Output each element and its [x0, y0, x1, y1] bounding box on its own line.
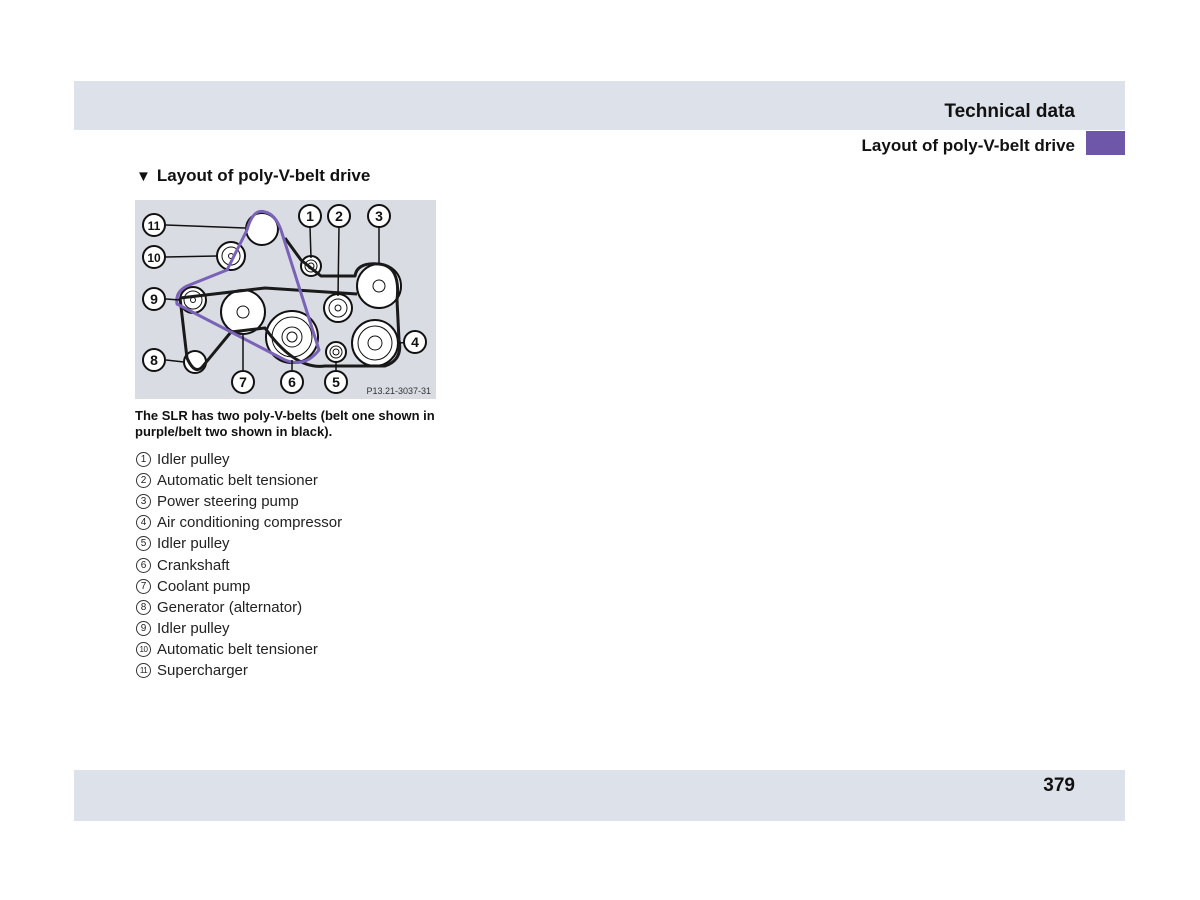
legend-label: Automatic belt tensioner [157, 640, 318, 658]
diagram-reference-code: P13.21-3037-31 [366, 386, 431, 396]
legend-number: 1 [136, 452, 151, 467]
callout-4: 4 [411, 334, 419, 350]
legend-number: 5 [136, 536, 151, 551]
legend-item [136, 470, 342, 491]
page-number: 379 [1043, 775, 1075, 796]
legend-number: 3 [136, 494, 151, 509]
callout-6: 6 [288, 374, 296, 390]
diagram-caption: The SLR has two poly-V-belts (belt one shown in purple/belt two shown in black). [135, 408, 435, 439]
parts-legend [136, 449, 342, 681]
footer-band [74, 770, 1125, 821]
callout-10: 10 [147, 251, 161, 265]
page-subtitle: Layout of poly-V-belt drive [861, 136, 1075, 155]
legend-item [136, 660, 342, 681]
belt-drive-diagram [135, 200, 436, 399]
legend-number: 2 [136, 473, 151, 488]
legend-number: 7 [136, 579, 151, 594]
legend-label: Idler pulley [157, 451, 230, 469]
legend-label: Coolant pump [157, 577, 251, 595]
callout-3: 3 [375, 208, 383, 224]
legend-item [136, 639, 342, 660]
legend-label: Power steering pump [157, 493, 299, 511]
legend-number: 8 [136, 600, 151, 615]
legend-item [136, 533, 342, 554]
legend-item [136, 576, 342, 597]
callout-1: 1 [306, 208, 314, 224]
legend-label: Idler pulley [157, 619, 230, 637]
legend-item [136, 491, 342, 512]
legend-label: Idler pulley [157, 535, 230, 553]
legend-label: Generator (alternator) [157, 598, 303, 616]
callout-2: 2 [335, 208, 343, 224]
callout-5: 5 [332, 374, 340, 390]
callout-8: 8 [150, 352, 158, 368]
legend-number: 11 [136, 663, 151, 678]
legend-item [136, 512, 342, 533]
section-accent-tab [1086, 131, 1125, 155]
legend-label: Air conditioning compressor [157, 514, 343, 532]
belt-drive-svg [135, 200, 436, 399]
legend-label: Supercharger [157, 661, 248, 679]
legend-label: Automatic belt tensioner [157, 472, 318, 490]
section-heading [136, 166, 370, 186]
legend-number: 4 [136, 515, 151, 530]
legend-item [136, 597, 342, 618]
legend-item [136, 618, 342, 639]
callout-11: 11 [147, 219, 161, 233]
legend-number: 9 [136, 621, 151, 636]
page-title: Technical data [944, 101, 1075, 122]
legend-number: 10 [136, 642, 151, 657]
legend-label: Crankshaft [157, 556, 230, 574]
section-heading-text: Layout of poly-V-belt drive [156, 166, 371, 185]
triangle-marker-icon: ▼ [136, 167, 151, 185]
legend-item [136, 554, 342, 575]
legend-item [136, 449, 342, 470]
callout-9: 9 [150, 291, 158, 307]
callout-7: 7 [239, 374, 247, 390]
legend-number: 6 [136, 558, 151, 573]
